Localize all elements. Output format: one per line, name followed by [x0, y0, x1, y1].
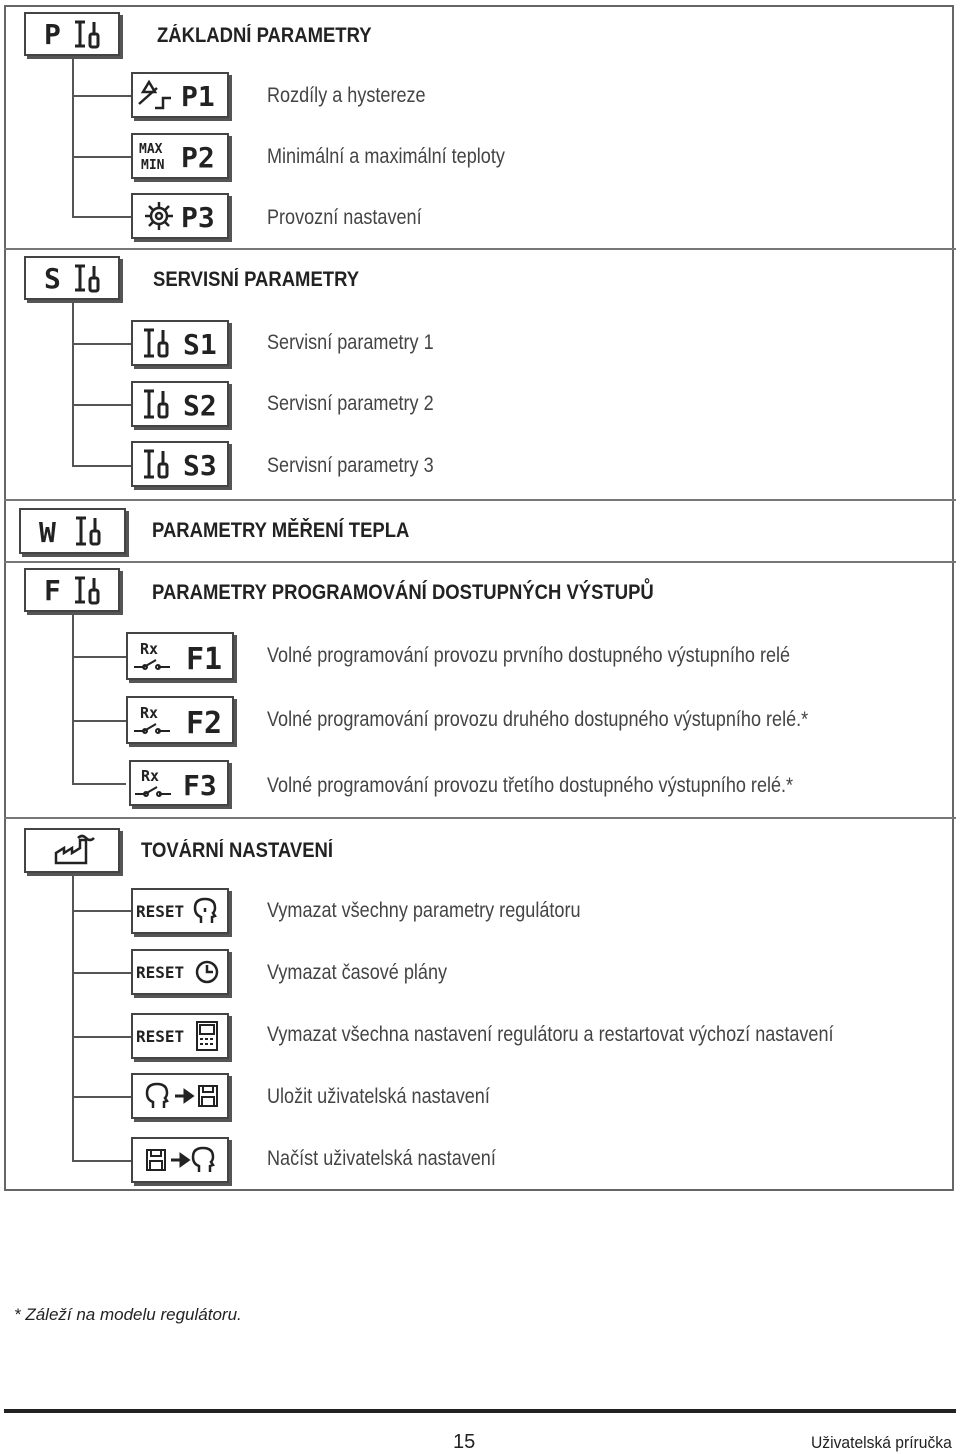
tree-line-p: [72, 56, 74, 216]
tree-branch: [72, 343, 132, 345]
page-number: 15: [453, 1431, 476, 1453]
p1-icon[interactable]: [131, 72, 229, 118]
f2-code: F2: [186, 706, 223, 741]
tree-branch: [72, 910, 132, 912]
tree-branch: [72, 1096, 132, 1098]
tree-branch: [72, 1160, 132, 1162]
section-title-s: SERVISNÍ PARAMETRY: [153, 268, 360, 291]
s3-label: Servisní parametry 3: [267, 454, 434, 477]
f-letter: F: [44, 574, 61, 607]
tree-line-f: [72, 612, 74, 784]
tree-branch: [72, 1036, 132, 1038]
gear-icon: [145, 202, 173, 230]
f3-label: Volné programování provozu třetího dostupného výstupního relé.*: [267, 774, 794, 797]
section-title-t: TOVÁRNÍ NASTAVENÍ: [141, 839, 334, 862]
section-divider: [4, 817, 956, 819]
f-menu-icon[interactable]: [24, 568, 120, 612]
reset-text: RESET: [136, 1027, 185, 1046]
footer-rule: [4, 1409, 956, 1413]
s1-code: S1: [183, 328, 217, 361]
p3-code: P3: [181, 201, 215, 234]
tools-icon: [144, 391, 167, 417]
s3-icon[interactable]: [131, 441, 229, 487]
section-divider: [4, 248, 956, 250]
tree-branch: [72, 783, 126, 785]
s-menu-icon[interactable]: [24, 256, 120, 300]
rx-text: Rx: [140, 704, 159, 722]
s2-icon[interactable]: [131, 381, 229, 427]
f1-icon[interactable]: [126, 632, 234, 680]
p2-label: Minimální a maximální teploty: [267, 145, 505, 168]
reset-parameters-label: Vymazat všechny parametry regulátoru: [267, 899, 581, 922]
p1-code: P1: [181, 80, 215, 113]
tree-branch: [72, 95, 132, 97]
section-title-p: ZÁKLADNÍ PARAMETRY: [157, 24, 372, 47]
clock-icon: [197, 962, 217, 982]
footnote: * Záleží na modelu regulátoru.: [14, 1305, 242, 1324]
tree-line-t: [72, 873, 74, 1160]
section-divider: [4, 561, 956, 563]
save-user-settings-icon[interactable]: [131, 1073, 229, 1119]
relay-icon: [134, 660, 170, 669]
tree-branch: [72, 656, 126, 658]
relay-icon: [134, 724, 170, 733]
arrow-right-icon: [171, 1155, 188, 1165]
controller-icon: [197, 1022, 217, 1050]
p-letter: P: [44, 18, 61, 51]
w-menu-icon[interactable]: [19, 508, 126, 554]
tree-branch: [72, 465, 132, 467]
s3-code: S3: [183, 449, 217, 482]
rx-text: Rx: [140, 640, 159, 658]
factory-menu-icon[interactable]: [24, 828, 120, 873]
floppy-disk-icon: [147, 1150, 165, 1170]
tree-branch: [72, 720, 126, 722]
relay-icon: [135, 787, 171, 796]
tree-line-s: [72, 300, 74, 466]
s-letter: S: [44, 262, 61, 295]
load-user-settings-label: Načíst uživatelská nastavení: [267, 1147, 496, 1170]
p1-label: Rozdíly a hystereze: [267, 84, 426, 107]
p3-label: Provozní nastavení: [267, 206, 422, 229]
reset-text: RESET: [136, 902, 185, 921]
f1-label: Volné programování provozu prvního dostupného výstupního relé: [267, 644, 791, 667]
rx-text: Rx: [141, 767, 160, 785]
section-title-w: PARAMETRY MĚŘENÍ TEPLA: [152, 519, 410, 542]
user-head-icon: [195, 899, 215, 923]
f2-icon[interactable]: [126, 696, 234, 744]
tree-branch: [72, 156, 132, 158]
arrow-right-icon: [175, 1091, 192, 1101]
section-title-f: PARAMETRY PROGRAMOVÁNÍ DOSTUPNÝCH VÝSTUPŮ: [152, 581, 654, 604]
reset-schedules-icon[interactable]: [131, 949, 229, 995]
reset-text: RESET: [136, 963, 185, 982]
p2-icon[interactable]: [131, 133, 229, 179]
floppy-disk-icon: [199, 1086, 217, 1106]
load-user-settings-icon[interactable]: [131, 1137, 229, 1183]
user-head-icon: [193, 1148, 213, 1172]
s2-code: S2: [183, 389, 217, 422]
f3-icon[interactable]: [129, 760, 229, 806]
tools-icon: [75, 578, 98, 603]
max-text: MAX: [139, 142, 163, 157]
f1-code: F1: [186, 642, 223, 677]
factory-icon: [56, 836, 94, 863]
reset-all-icon[interactable]: [131, 1013, 229, 1059]
f3-code: F3: [183, 769, 217, 802]
section-divider: [4, 499, 956, 501]
tools-icon: [144, 451, 167, 477]
f2-label: Volné programování provozu druhého dostupného výstupního relé.*: [267, 708, 809, 731]
tree-branch: [72, 404, 132, 406]
p3-icon[interactable]: [131, 193, 229, 239]
save-user-settings-label: Uložit uživatelská nastavení: [267, 1085, 490, 1108]
s1-icon[interactable]: [131, 320, 229, 366]
guide-title: Uživatelská príručka: [811, 1433, 952, 1452]
reset-all-label: Vymazat všechna nastavení regulátoru a restartovat výchozí nastavení: [267, 1023, 834, 1046]
reset-parameters-icon[interactable]: [131, 888, 229, 934]
tools-icon: [144, 330, 167, 356]
tree-branch: [72, 972, 132, 974]
s1-label: Servisní parametry 1: [267, 331, 434, 354]
reset-schedules-label: Vymazat časové plány: [267, 961, 448, 984]
s2-label: Servisní parametry 2: [267, 392, 434, 415]
user-head-icon: [147, 1084, 167, 1108]
hysteresis-icon: [139, 82, 171, 108]
min-text: MIN: [141, 158, 165, 173]
w-letter: W: [39, 516, 56, 549]
tree-branch: [72, 216, 132, 218]
p-menu-icon[interactable]: [24, 12, 120, 56]
tools-icon: [75, 22, 98, 47]
p2-code: P2: [181, 141, 215, 174]
tools-icon: [75, 266, 98, 291]
tools-icon: [76, 518, 99, 544]
